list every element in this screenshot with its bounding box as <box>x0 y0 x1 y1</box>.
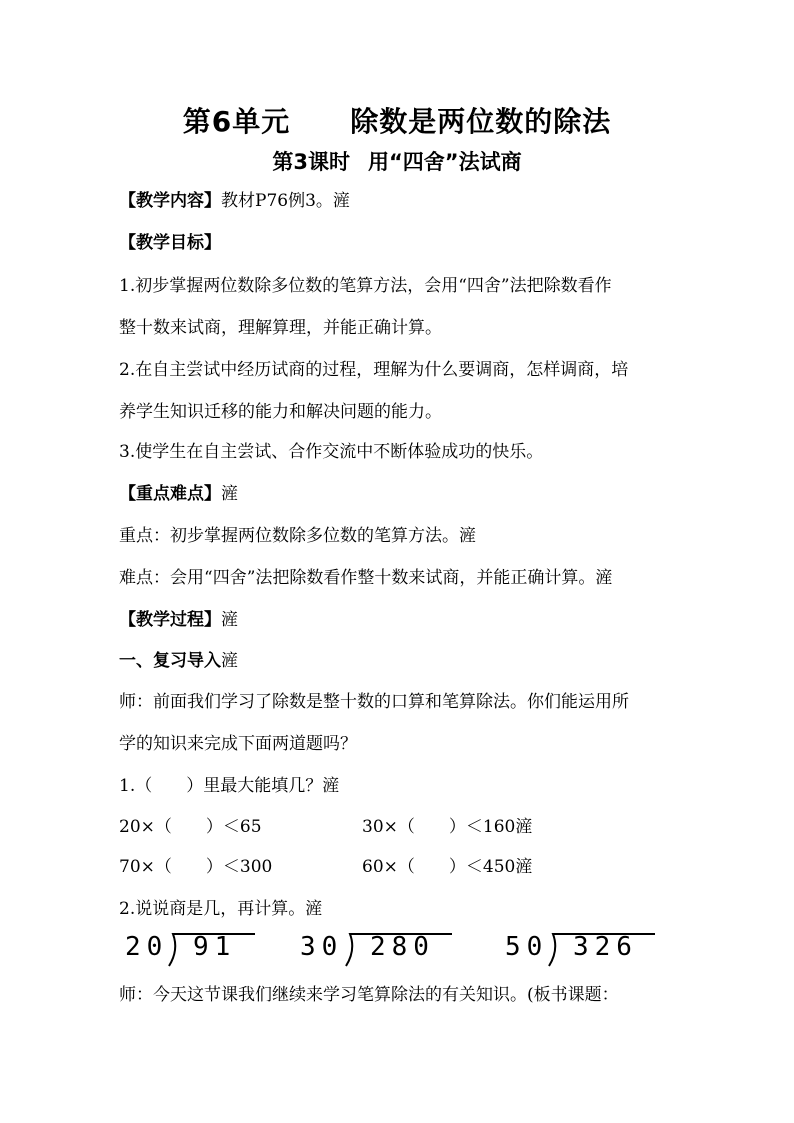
long-division-3 <box>505 930 665 970</box>
unit-title: 第6单元 <box>182 105 291 138</box>
paragraph-mark: 滻 <box>305 899 323 919</box>
topic-title: 除数是两位数的除法 <box>350 105 612 138</box>
exercise-3: 70×（ ）＜300 <box>119 857 273 877</box>
question-1-line <box>119 775 339 797</box>
paragraph-mark: 滻 <box>332 191 350 211</box>
content-text: 教材P76例3。 <box>221 191 333 211</box>
exercise-2-line <box>362 816 532 838</box>
exercise-2: 30×（ ）＜160 <box>362 817 516 837</box>
key-point: 重点：初步掌握两位数除多位数的笔算方法。 <box>119 526 459 546</box>
paragraph-mark: 滻 <box>459 526 476 546</box>
dividend: 326 <box>573 932 638 962</box>
goal-3: 3.使学生在自主尝试、合作交流中不断体验成功的快乐。 <box>119 442 544 462</box>
lesson-number: 第3课时 <box>272 150 350 174</box>
key-point-line <box>119 525 476 547</box>
teacher-line-1b: 学的知识来完成下面两道题吗？ <box>119 734 357 754</box>
section-1-heading: 一、复习导入 <box>119 651 221 671</box>
long-division-1 <box>125 930 265 970</box>
divisor: 30 <box>300 932 344 962</box>
goal-1-line-2: 整十数来试商，理解算理，并能正确计算。 <box>119 318 442 338</box>
difficult-point: 难点：会用“四舍”法把除数看作整十数来试商，并能正确计算。 <box>119 568 596 588</box>
lesson-name: 用“四舍”法试商 <box>368 150 522 174</box>
paragraph-mark: 滻 <box>221 484 238 504</box>
lesson-subtitle <box>0 146 794 176</box>
process-heading: 【教学过程】 <box>119 610 221 630</box>
content-label: 【教学内容】 <box>119 191 221 211</box>
process-heading-line <box>119 609 238 631</box>
long-division-2 <box>300 930 460 970</box>
exercise-4-line <box>362 856 532 878</box>
dividend: 91 <box>193 932 237 962</box>
teacher-line-2: 师：今天这节课我们继续来学习笔算除法的有关知识。(板书课题： <box>119 985 619 1005</box>
divisor: 20 <box>125 932 169 962</box>
divisor: 50 <box>505 932 549 962</box>
content-line <box>119 190 350 212</box>
question-2: 2.说说商是几，再计算。 <box>119 899 306 919</box>
teacher-line-1a: 师：前面我们学习了除数是整十数的口算和笔算除法。你们能运用所 <box>119 692 629 712</box>
goal-2-line-2: 养学生知识迁移的能力和解决问题的能力。 <box>119 402 442 422</box>
exercise-4: 60×（ ）＜450 <box>362 857 516 877</box>
paragraph-mark: 滻 <box>221 610 238 630</box>
goal-2-line-1: 2.在自主尝试中经历试商的过程，理解为什么要调商，怎样调商，培 <box>119 360 629 380</box>
dividend: 280 <box>370 932 435 962</box>
page-title <box>0 100 794 140</box>
paragraph-mark: 滻 <box>595 568 613 588</box>
section-1-line <box>119 650 238 672</box>
goals-heading: 【教学目标】 <box>119 233 221 253</box>
question-1: 1.（ ）里最大能填几？ <box>119 776 323 796</box>
goal-1-line-1: 1.初步掌握两位数除多位数的笔算方法，会用“四舍”法把除数看作 <box>119 276 612 296</box>
keypoints-heading-line <box>119 483 238 505</box>
paragraph-mark: 滻 <box>221 651 238 671</box>
difficult-point-line <box>119 567 612 589</box>
paragraph-mark: 滻 <box>515 857 533 877</box>
paragraph-mark: 滻 <box>515 817 533 837</box>
question-2-line <box>119 898 322 920</box>
keypoints-heading: 【重点难点】 <box>119 484 221 504</box>
exercise-1: 20×（ ）＜65 <box>119 817 262 837</box>
paragraph-mark: 滻 <box>322 776 340 796</box>
